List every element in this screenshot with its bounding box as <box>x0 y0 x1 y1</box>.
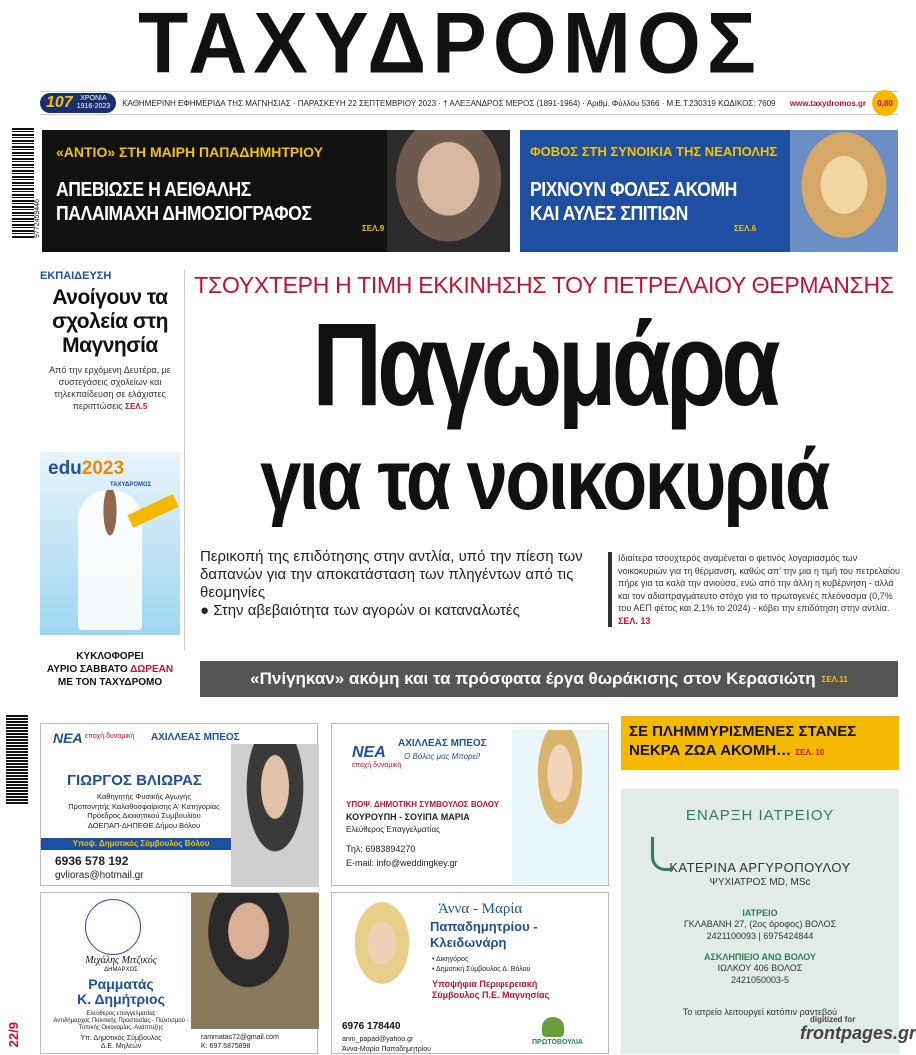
barcode-top <box>12 128 34 238</box>
kerasiotis-story-bar[interactable] <box>200 661 898 697</box>
ad-brand-sub: εποχή δυναμική <box>85 733 135 740</box>
ad-line: Καθηγητής Φυσικής Αγωγής <box>97 792 191 801</box>
ad-role: Υπ. Δημοτικός Σύμβουλος <box>80 1035 162 1042</box>
ad-role: Δ.Ε. Μηλεών <box>100 1043 142 1050</box>
story-page-ref: ΣΕΛ. 13 <box>618 615 651 626</box>
ad-party: ΑΧΙΛΛΕΑΣ ΜΠΕΟΣ <box>398 738 487 749</box>
clinic-specialty: ΨΥΧΙΑΤΡΟΣ MD, MSc <box>709 877 811 888</box>
ad-role: Υποψ. Δημοτικός Σύμβουλος Βόλου <box>41 838 241 850</box>
ad-role: Υποψήφια Περιφερειακή <box>432 979 538 989</box>
ad-vlioras[interactable] <box>40 723 318 886</box>
teaser-line: ΑΠΕΒΙΩΣΕ Η ΑΕΙΘΑΛΗΣ <box>56 179 251 201</box>
ad-line: Ελεύθερος επαγγελματίας <box>86 1011 156 1017</box>
ad-motto: Ο Βόλος μας Μπορεί! <box>404 752 481 761</box>
anniversary-number: 107 <box>46 94 73 111</box>
issue-info: ΚΑΘΗΜΕΡΙΝΗ ΕΦΗΜΕΡΙΔΑ ΤΗΣ ΜΑΓΝΗΣΙΑΣ · ΠΑΡΑΣΚΕΥΗ 22 ΣΕΠΤΕΜΒΡΙΟΥ 2023 · † ΑΛΕΞΑΝΔΡΟΣ ΜΕΡΟΣ (1891-1964) · Αριθμ. Φύλλου 5366 · Μ.Ε.Τ.230319 ΚΩΔΙΚΟΣ: 7609 <box>122 98 776 108</box>
teaser-page: ΣΕΛ.6 <box>734 224 757 233</box>
edu-caption <box>40 650 180 689</box>
main-story-text <box>608 552 900 627</box>
clinic-title: ΕΝΑΡΞΗ ΙΑΤΡΕΙΟΥ <box>685 807 835 824</box>
edu-caption-free: ΔΩΡΕΑΝ <box>130 664 174 675</box>
pencil-icon <box>127 494 178 528</box>
ad-role: Σύμβουλος Π.Ε. Μαγνησίας <box>432 990 550 1000</box>
main-deck <box>200 548 598 620</box>
edu-supplement-ad[interactable] <box>40 452 180 635</box>
masthead-title: ΤΑΧΥΔΡΟΜΟΣ <box>138 0 762 92</box>
clinic-address: ΙΩΛΚΟΥ 406 ΒΟΛΟΣ <box>717 963 803 973</box>
ad-papadimitriou[interactable] <box>331 892 609 1054</box>
info-bar <box>40 91 898 115</box>
ad-line: Αντιδήμαρχος Πολιτικής Προστασίας - Πολιτισμού - Τοπικής Οικονομίας, Ανάπτυξης <box>53 1018 189 1031</box>
teaser-line: ΡΙΧΝΟΥΝ ΦΟΛΕΣ ΑΚΟΜΗ <box>530 179 737 201</box>
portrait-photo <box>387 130 510 252</box>
story-headline: Ανοίγουν τα σχολεία στη Μαγνησία <box>52 286 168 357</box>
ad-email[interactable]: E-mail: info@weddingkey.gr <box>346 858 458 868</box>
bar-page: ΣΕΛ.11 <box>821 674 848 684</box>
clinic-phone[interactable]: 2421100093 | 6975424844 <box>706 931 814 941</box>
main-supra-headline: ΤΣΟΥΧΤΕΡΗ Η ΤΙΜΗ ΕΚΚΙΝΗΣΗΣ ΤΟΥ ΠΕΤΡΕΛΑΙΟΥ ΘΕΡΜΑΝΣΗΣ <box>194 272 894 298</box>
ad-line: Πρόεδρος Διοικητικού Συμβουλίου <box>87 811 201 820</box>
seal-icon <box>85 899 141 955</box>
clinic-phone[interactable]: 2421050003-5 <box>730 975 790 985</box>
edu-logo-year: 2023 <box>81 458 125 479</box>
ad-line: • Δικηγόρος <box>432 956 469 963</box>
main-headline-line1[interactable]: Παγωμάρα <box>312 299 776 431</box>
orange-page: ΣΕΛ. 10 <box>795 748 825 757</box>
deck-text: Περικοπή της επιδότησης στην αντλία, υπό την πίεση των δαπανών για την αποκατάσταση των πληγέντων από τις θεομηνίες <box>200 548 583 601</box>
student-image <box>78 490 142 630</box>
anniversary-years: 1916-2023 <box>76 103 111 110</box>
ad-role: ΥΠΟΨ. ΔΗΜΟΤΙΚΗ ΣΥΜΒΟΥΛΟΣ ΒΟΛΟΥ <box>346 800 500 809</box>
ad-phone[interactable]: 6976 178440 <box>342 1021 401 1032</box>
ad-name: Ραμματάς <box>88 976 154 992</box>
psi-icon <box>651 837 673 871</box>
edu-caption-line: ΜΕ ΤΟΝ ΤΑΧΥΔΡΟΜΟ <box>57 677 163 688</box>
candidate-photo <box>191 893 319 1029</box>
clinic-address: ΓΚΛΑΒΑΝΗ 27, (2ος όροφος) ΒΟΛΟΣ <box>683 919 837 929</box>
dog-photo <box>790 130 898 252</box>
ad-line: • Δημοτική Σύμβουλος Δ. Βόλου <box>432 965 531 973</box>
price-badge: 0,80 <box>872 90 898 116</box>
edu-logo <box>40 452 180 480</box>
ad-phone[interactable]: Κ: 697 5875898 <box>201 1043 251 1050</box>
ad-kouroupi[interactable] <box>331 723 609 886</box>
teaser-line: ΚΑΙ ΑΥΛΕΣ ΣΠΙΤΙΩΝ <box>530 203 688 225</box>
teaser-kicker: ΦΟΒΟΣ ΣΤΗ ΣΥΝΟΙΚΙΑ ΤΗΣ ΝΕΑΠΟΛΗΣ <box>530 144 778 159</box>
ad-name: ΓΙΩΡΓΟΣ ΒΛΙΩΡΑΣ <box>67 772 202 789</box>
issue-date: 22/9 <box>6 1022 21 1048</box>
ad-job: Ελεύθερος Επαγγελματίας <box>346 825 440 834</box>
anniversary-label: ΧΡΟΝΙΑ <box>80 95 107 102</box>
edu-logo-prefix: edu <box>48 458 82 479</box>
ad-phone[interactable]: Τηλ: 6983894270 <box>346 844 416 854</box>
watermark <box>800 1015 916 1044</box>
edu-caption-line: ΑΥΡΙΟ ΣΑΒΒΑΤΟ <box>46 664 128 675</box>
ad-brand-sub: εποχή δυναμική <box>352 762 402 769</box>
ad-line: Προπονητής Καλαθοσφαίρισης Α' Κατηγορίας <box>68 801 220 811</box>
ad-name: ΚΟΥΡΟΥΠΗ - ΣΟΥΙΠΑ ΜΑΡΙΑ <box>346 812 470 822</box>
candidate-photo <box>512 730 608 884</box>
ad-name: Παπαδημητρίου - <box>430 919 538 934</box>
teaser-page: ΣΕΛ.9 <box>362 224 385 233</box>
ad-signature-role: ΔΗΜΑΡΧΟΣ <box>104 967 138 973</box>
ad-name: Κλειδωνάρη <box>430 935 507 950</box>
education-story[interactable] <box>40 270 180 413</box>
ad-facebook[interactable]: Άννα-Μαρία Παπαδημητρίου <box>342 1046 431 1053</box>
dead-animals-story[interactable] <box>621 716 899 770</box>
clinic-doctor: ΚΑΤΕΡΙΝΑ ΑΡΓΥΡΟΠΟΥΛΟΥ <box>669 860 851 875</box>
ad-line: ΔΟΕΠΑΠ-ΔΗΠΕΘΕ Δήμου Βόλου <box>87 820 201 830</box>
deck-bullet: ● Στην αβεβαιότητα των αγορών οι καταναλωτές <box>200 602 520 619</box>
edu-brand: ΤΑΧΥΔΡΟΜΟΣ <box>110 482 152 488</box>
barcode-bottom <box>6 715 28 805</box>
edu-caption-line: ΚΥΚΛΟΦΟΡΕΙ <box>76 651 144 662</box>
anniversary-badge <box>40 93 116 113</box>
column-divider <box>184 270 185 650</box>
tree-icon <box>542 1017 564 1037</box>
orange-line: ΝΕΚΡΑ ΖΩΑ ΑΚΟΜΗ… <box>629 742 792 759</box>
ad-email[interactable]: gvlioras@hotmail.gr <box>55 870 144 881</box>
ad-name-first: Άννα - Μαρία <box>438 901 523 917</box>
ad-rammatas[interactable] <box>40 892 318 1054</box>
clinic-note: Το ιατρείο λειτουργεί κατόπιν ραντεβού <box>682 1007 838 1017</box>
ad-brand: ΝΕΑ <box>352 744 386 761</box>
candidate-photo <box>332 893 432 1018</box>
story-body: Από την ερχόμενη Δευτέρα, με συστεγάσεις σχολείων και τηλεκπαίδευση σε ελάχιστες περιπτώσεις <box>49 365 171 411</box>
story-kicker: ΕΚΠΑΙΔΕΥΣΗ <box>40 270 112 282</box>
ad-signature: Μιχάλης Μιτζικός <box>85 955 157 966</box>
ad-email[interactable]: anm_papad@yahoo.gr <box>342 1036 414 1043</box>
clinic-ad[interactable] <box>621 789 899 1054</box>
ad-phone[interactable]: 6936 578 192 <box>55 854 129 868</box>
bar-headline: «Πνίγηκαν» ακόμη και τα πρόσφατα έργα θωράκισης στον Κερασιώτη <box>250 669 816 688</box>
watermark-digitized: digitized for <box>810 1015 856 1024</box>
clinic-location-label: ΑΣΚΛΗΠΙΕΙΟ ΑΝΩ ΒΟΛΟΥ <box>703 952 817 962</box>
barcode-number: 9772459446 <box>34 199 41 238</box>
story-paragraph: Ιδιαίτερα τσουχτερός αναμένεται ο φετινός λογαριασμός των νοικοκυριών για τη θέρμανση, καθώς απ' την μια η τιμή του πετρελαίου πήρε για τα καλά την ανιούσα, ενώ από την άλλη η κυβέρνηση - αλλά και τον αδιαπραγμάτευτο στόχο για το πρωτογενές πλεόνασμα (0,7% του ΑΕΠ φέτος και 2,1% το 2024) - κόβει την επιδότηση στην αντλία. <box>618 553 900 613</box>
candidate-photo <box>231 744 319 887</box>
teaser-dogs[interactable] <box>520 130 898 252</box>
teaser-kicker: «ΑΝΤΙΟ» ΣΤΗ ΜΑΙΡΗ ΠΑΠΑΔΗΜΗΤΡΙΟΥ <box>56 144 323 160</box>
clinic-location-label: ΙΑΤΡΕΙΟ <box>742 908 778 918</box>
orange-line: ΣΕ ΠΛΗΜΜΥΡΙΣΜΕΝΕΣ ΣΤΑΝΕΣ <box>629 723 857 740</box>
ad-party: ΑΧΙΛΛΕΑΣ ΜΠΕΟΣ <box>151 732 240 743</box>
watermark-site: frontpages.gr <box>800 1023 916 1043</box>
story-page: ΣΕΛ.5 <box>125 402 148 411</box>
main-headline-line2[interactable]: για τα νοικοκυριά <box>260 432 828 528</box>
ad-name: Κ. Δημήτριος <box>77 991 165 1007</box>
ad-email[interactable]: rammatas72@gmail.com <box>201 1034 279 1041</box>
teaser-line: ΠΑΛΑΙΜΑΧΗ ΔΗΜΟΣΙΟΓΡΑΦΟΣ <box>56 203 312 225</box>
ad-party: ΠΡΩΤΟΒΟΥΛΙΑ <box>532 1039 583 1046</box>
teaser-obituary[interactable] <box>42 130 510 252</box>
ad-brand: ΝΕΑ <box>53 730 83 746</box>
site-link[interactable]: www.taxydromos.gr <box>789 98 866 108</box>
